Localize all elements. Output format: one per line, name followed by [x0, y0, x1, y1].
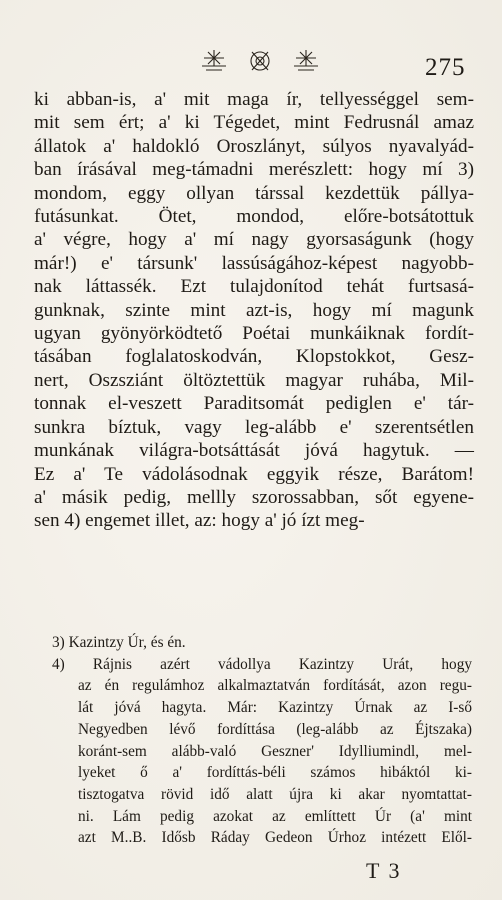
text-line: nert, Oszsziánt öltöztettük magyar ruhába, Mil- — [34, 369, 474, 391]
text-line: Ez a' Te vádolásodnak eggyik része, Barátom! — [34, 463, 474, 485]
footnotes — [52, 632, 472, 849]
footnote-line: ni. Lám pedig azokat az említtett Úr (a' mint — [78, 807, 472, 825]
text-line: futásunkat. Ötet, mondod, előre-botsátottuk — [34, 206, 474, 228]
text-line: már!) e' társunk' lassúságához-képest nagyobb- — [34, 252, 474, 274]
text-line: sen 4) engemet illet, az: hogy a' jó ízt meg- — [34, 510, 365, 532]
text-line: ban írásával meg-támadni merészlett: hogy mí 3) — [34, 159, 474, 181]
text-line: mit sem ért; a' ki Tégedet, mint Fedrusnál amaz — [34, 112, 474, 134]
ornament-icon — [190, 46, 330, 80]
text-line: sunkra bíztuk, vagy leg-alább e' szerentsétlen — [34, 416, 474, 438]
page-number: 275 — [425, 54, 466, 81]
footnote-line: tisztogatva rövid idő alatt újra ki akar nyomtattat- — [78, 785, 472, 803]
footnote-line: 4) Rájnis azért vádollya Kazintzy Urát, hogy — [52, 655, 472, 673]
text-line: ki abban-is, a' mit maga ír, tellyességgel sem- — [34, 89, 474, 110]
footnote-line: lát jóvá hagyta. Már: Kazintzy Úrnak az I-ső — [78, 699, 472, 717]
text-line: tásában foglalatoskodván, Klopstokkot, Gesz- — [34, 346, 474, 368]
text-line: munkának világra-botsáttását jóvá hagytuk. — — [34, 440, 474, 462]
footnote-line: koránt-sem alább-való Geszner' Idylliumindl, mel- — [78, 742, 472, 760]
main-text — [34, 88, 474, 533]
text-line: ugyan gyönyörködtető Poétai munkáiknak fordít- — [34, 323, 474, 345]
footnote-line: az én regulámhoz alkalmaztatván fordítását, azon regu- — [78, 677, 472, 695]
text-line: gunknak, szinte mint azt-is, hogy mí magunk — [34, 299, 474, 321]
footnote-line: lyeket ő a' fordíttás-béli számos hibáktól ki- — [78, 764, 472, 782]
signature-mark: T 3 — [366, 858, 402, 883]
text-line: mondom, eggy ollyan társsal kezdettük pállya- — [34, 182, 474, 204]
page-header — [0, 46, 502, 86]
text-line: a' végre, hogy a' mí nagy gyorsaságunk (hogy — [34, 229, 474, 251]
text-line: tonnak el-veszett Paraditsomát pediglen e' tár- — [34, 393, 474, 415]
text-line: állatok a' haldokló Oroszlányt, súlyos nyavalyád- — [34, 135, 474, 157]
footnote-line: 3) Kazintzy Úr, és én. — [52, 634, 186, 651]
text-line: a' másik pedig, mellly szorossabban, sőt egyene- — [34, 486, 474, 508]
footnote-line: azt M..B. Idősb Ráday Gedeon Úrhoz intézett Elől- — [78, 829, 472, 847]
footnote-line: Negyedben lévő fordíttása (leg-alább az Éjtszaka) — [78, 720, 472, 738]
text-line: nak láttassék. Ezt tulajdonítod tehát furtsasá- — [34, 276, 474, 298]
